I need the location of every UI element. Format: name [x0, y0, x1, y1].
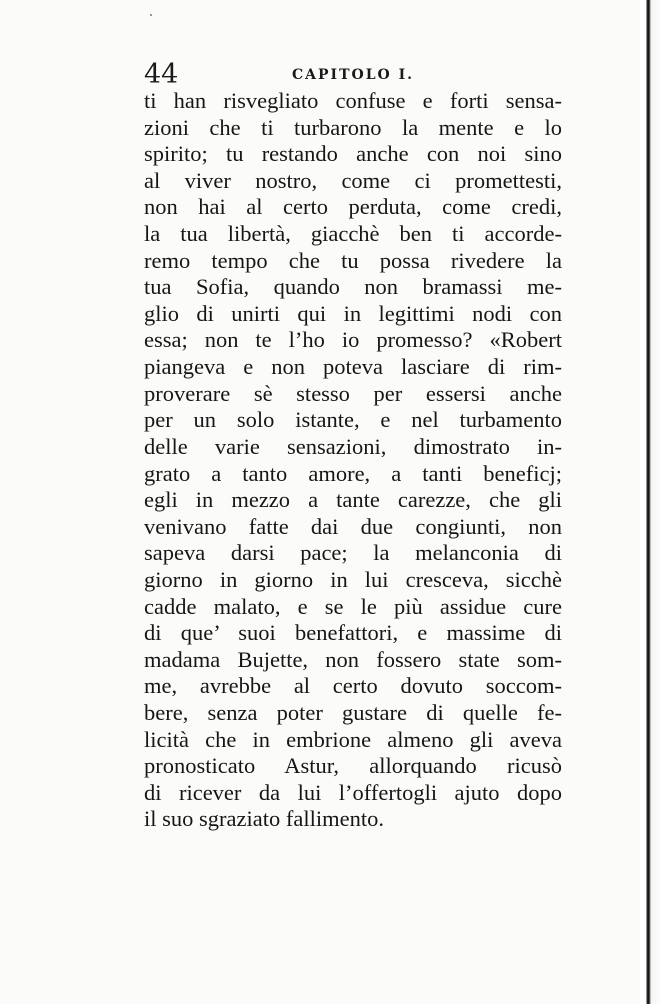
text-line: madama Bujette, non fossero state som- [144, 646, 562, 672]
text-line: zioni che ti turbarono la mente e lo [144, 114, 562, 140]
text-line: tua Sofia, quando non bramassi me- [144, 274, 562, 300]
text-line: la tua libertà, giacchè ben ti accorde- [144, 221, 562, 247]
text-line: non hai al certo perduta, come credi, [144, 194, 562, 220]
ink-speck [150, 14, 152, 16]
text-line: proverare sè stesso per essersi anche [144, 380, 562, 406]
text-line: me, avrebbe al certo dovuto soccom- [144, 673, 562, 699]
text-line: remo tempo che tu possa rivedere la [144, 247, 562, 273]
text-line: ti han risvegliato confuse e forti sensa- [144, 88, 562, 113]
page-number: 44 [144, 59, 179, 90]
running-head: CAPITOLO I. [292, 67, 415, 83]
text-line: bere, senza poter gustare di quelle fe- [144, 700, 562, 726]
text-line: grato a tanto amore, a tanti beneficj; [144, 460, 562, 486]
text-line: cadde malato, e se le più assidue cure [144, 593, 562, 619]
text-line: al viver nostro, come ci promettesti, [144, 167, 562, 193]
text-line: di que’ suoi benefattori, e massime di [144, 620, 562, 646]
text-line: di ricever da lui l’offertogli ajuto dopo [144, 779, 562, 805]
text-line: licità che in embrione almeno gli aveva [144, 726, 562, 752]
text-line: giorno in giorno in lui cresceva, sicchè [144, 566, 562, 592]
text-line: delle varie sensazioni, dimostrato in- [144, 433, 562, 459]
text-line-last: il suo sgraziato fallimento. [144, 806, 384, 832]
text-line: glio di unirti qui in legittimi nodi con [144, 300, 562, 326]
text-line: egli in mezzo a tante carezze, che gli [144, 487, 562, 513]
text-line: piangeva e non poteva lasciare di rim- [144, 354, 562, 380]
text-line: sapeva darsi pace; la melanconia di [144, 540, 562, 566]
text-line: per un solo istante, e nel turbamento [144, 407, 562, 433]
page-header [144, 58, 564, 92]
text-line: spirito; tu restando anche con noi sino [144, 141, 562, 167]
text-line: venivano fatte dai due congiunti, non [144, 513, 562, 539]
text-line: essa; non te l’ho io promesso? «Robert [144, 327, 562, 353]
text-line: pronosticato Astur, allorquando ricusò [144, 753, 562, 779]
body-text [144, 88, 562, 833]
page-edge [640, 0, 662, 1004]
